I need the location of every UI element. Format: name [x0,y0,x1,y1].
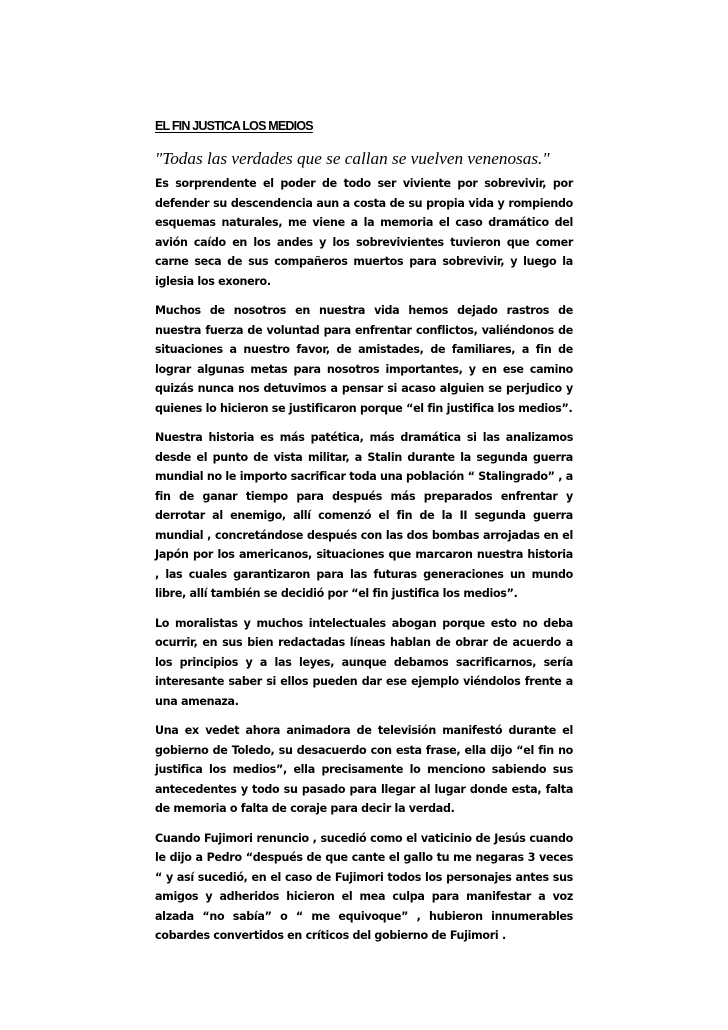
paragraph-3: Nuestra historia es más patética, más dramática si las analizamos desde el punto de vista militar, a Stalin durante la segunda guerra mundial no le importo sacrificar toda una población “ Stalingrado” , a fin de ganar tiempo para después más preparados enfrentar y derrotar al enemigo, allí comenzó el fin de la II segunda guerra mundial , concretándose después con las dos bombas arrojadas en el Japón por los americanos, situaciones que marcaron nuestra historia , las cuales garantizaron para las futuras generaciones un mundo libre, allí también se decidió por “el fin justifica los medios”. [155,431,573,600]
paragraph-2: Muchos de nosotros en nuestra vida hemos dejado rastros de nuestra fuerza de voluntad para enfrentar conflictos, valiéndonos de situaciones a nuestro favor, de amistades, de familiares, a fin de lograr algunas metas para nosotros importantes, y en ese camino quizás nunca nos detuvimos a pensar si acaso alguien se perjudico y quienes lo hicieron se justificaron porque “el fin justifica los medios”. [155,304,573,415]
paragraph-1: Es sorprendente el poder de todo ser viviente por sobrevivir, por defender su descendencia aun a costa de su propia vida y rompiendo esquemas naturales, me viene a la memoria el caso dramático del avión caído en los andes y los sobrevivientes tuvieron que comer carne seca de sus compañeros muertos para sobrevivir, y luego la iglesia los exonero. [155,177,573,288]
paragraph-6: Cuando Fujimori renuncio , sucedió como el vaticinio de Jesús cuando le dijo a Pedro “después de que cante el gallo tu me negaras 3 veces “ y así sucedió, en el caso de Fujimori todos los personajes antes sus amigos y adheridos hicieron el mea culpa para manifestar a voz alzada “no sabía” o “ me equivoque” , hubieron innumerables cobardes convertidos en críticos del gobierno de Fujimori . [155,831,573,942]
paragraph-5: Una ex vedet ahora animadora de televisión manifestó durante el gobierno de Toledo, su desacuerdo con esta frase, ella dijo “el fin no justifica los medios”, ella precisamente lo menciono sabiendo sus antecedentes y todo su pasado para llegar al lugar donde esta, falta de memoria o falta de coraje para decir la verdad. [155,724,573,815]
document-title: EL FIN JUSTICA LOS MEDIOS [155,119,313,133]
document-page [155,118,573,946]
epigraph-quote: "Todas las verdades que se callan se vuelven venenosas." [155,149,550,168]
paragraph-4: Lo moralistas y muchos intelectuales abogan porque esto no deba ocurrir, en sus bien redactadas líneas hablan de obrar de acuerdo a los principios y a las leyes, aunque debamos sacrificarnos, sería interesante saber si ellos pueden dar ese ejemplo viéndolos frente a una amenaza. [155,616,573,708]
